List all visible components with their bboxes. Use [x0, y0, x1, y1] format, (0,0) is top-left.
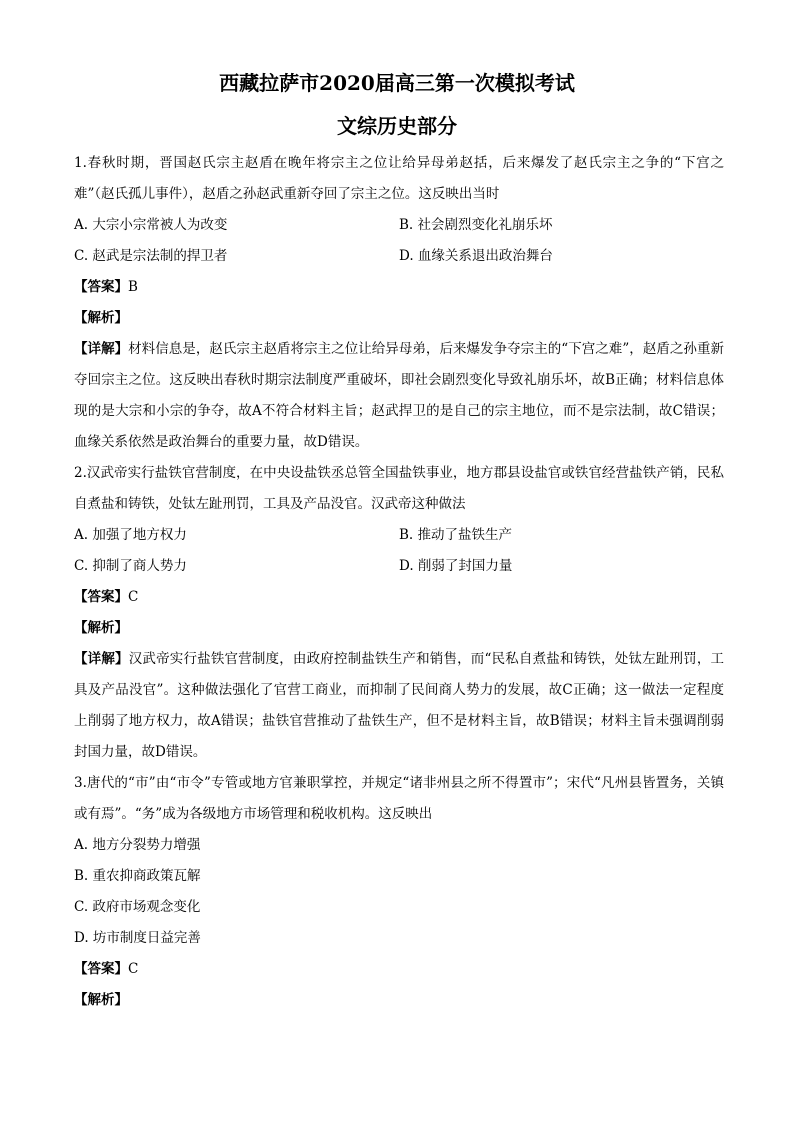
page-subtitle: 文综历史部分 — [337, 114, 457, 138]
option-d: D. 坊市制度日益完善 — [74, 930, 201, 946]
option-c: C. 政府市场观念变化 — [74, 899, 201, 915]
question-stem: 3.唐代的“市”由“市令”专管或地方官兼职掌控，并规定“诸非州县之所不得置市”；宋代“凡州县皆置务，关镇或有焉”。“务”成为各级地方市场管理和税收机构。这反映出 — [74, 775, 724, 822]
option-c: C. 赵武是宗法制的捍卫者 — [74, 248, 228, 264]
detail-text: 汉武帝实行盐铁官营制度，由政府控制盐铁生产和销售，而“民私自煮盐和铸铁，处钛左趾刑罚，工具及产品没官”。这种做法强化了官营工商业，而抑制了民间商人势力的发展，故C正确；这一做法一定程度上削弱了地方权力，故A错误；盐铁官营推动了盐铁生产，但不是材料主旨，故B错误；材料主旨未强调削弱封国力量，故D错误。 — [74, 651, 724, 760]
detail-label: 【详解】 — [74, 341, 129, 357]
option-a: A. 地方分裂势力增强 — [74, 837, 201, 853]
option-b: B. 推动了盐铁生产 — [399, 527, 513, 543]
answer-label: 【答案】 — [74, 961, 128, 977]
option-b: B. 社会剧烈变化礼崩乐坏 — [399, 217, 553, 233]
option-a: A. 加强了地方权力 — [74, 527, 187, 543]
analysis-line — [74, 613, 724, 644]
answer-line — [74, 582, 724, 613]
answer-value: B — [128, 279, 138, 295]
page-title: 西藏拉萨市2020届高三第一次模拟考试 — [219, 71, 575, 95]
question-3 — [74, 768, 724, 1016]
option-list — [74, 520, 724, 582]
question-2 — [74, 458, 724, 768]
question-stem: 1.春秋时期，晋国赵氏宗主赵盾在晚年将宗主之位让给异母弟赵括，后来爆发了赵氏宗主之争的“下宫之难”（赵氏孤儿事件），赵盾之孙赵武重新夺回了宗主之位。这反映出当时 — [74, 155, 724, 202]
detail-label: 【详解】 — [74, 651, 129, 667]
detail-text: 材料信息是，赵氏宗主赵盾将宗主之位让给异母弟，后来爆发争夺宗主的“下宫之难”，赵盾之孙重新夺回宗主之位。这反映出春秋时期宗法制度严重破坏，即社会剧烈变化导致礼崩乐坏，故B正确；材料信息体现的是大宗和小宗的争夺，故A不符合材料主旨；赵武捍卫的是自己的宗主地位，而不是宗法制，故C错误；血缘关系依然是政治舞台的重要力量，故D错误。 — [74, 341, 724, 450]
question-1 — [74, 148, 724, 458]
analysis-label: 【解析】 — [74, 310, 128, 326]
option-d: D. 削弱了封国力量 — [399, 558, 513, 574]
answer-label: 【答案】 — [74, 589, 128, 605]
answer-line — [74, 954, 724, 985]
option-d: D. 血缘关系退出政治舞台 — [399, 248, 553, 264]
answer-label: 【答案】 — [74, 279, 128, 295]
option-list — [74, 830, 724, 954]
option-b: B. 重农抑商政策瓦解 — [74, 868, 201, 884]
analysis-line — [74, 303, 724, 334]
option-list — [74, 210, 724, 272]
option-a: A. 大宗小宗常被人为改变 — [74, 217, 228, 233]
analysis-line — [74, 985, 724, 1016]
detail-paragraph — [74, 334, 724, 458]
document-body — [74, 148, 724, 1016]
answer-line — [74, 272, 724, 303]
detail-paragraph — [74, 644, 724, 768]
option-c: C. 抑制了商人势力 — [74, 558, 187, 574]
analysis-label: 【解析】 — [74, 620, 128, 636]
question-stem: 2.汉武帝实行盐铁官营制度，在中央设盐铁丞总管全国盐铁事业，地方郡县设盐官或铁官经营盐铁产销，民私自煮盐和铸铁，处钛左趾刑罚，工具及产品没官。汉武帝这种做法 — [74, 465, 724, 512]
answer-value: C — [128, 961, 139, 977]
answer-value: C — [128, 589, 139, 605]
analysis-label: 【解析】 — [74, 992, 128, 1008]
